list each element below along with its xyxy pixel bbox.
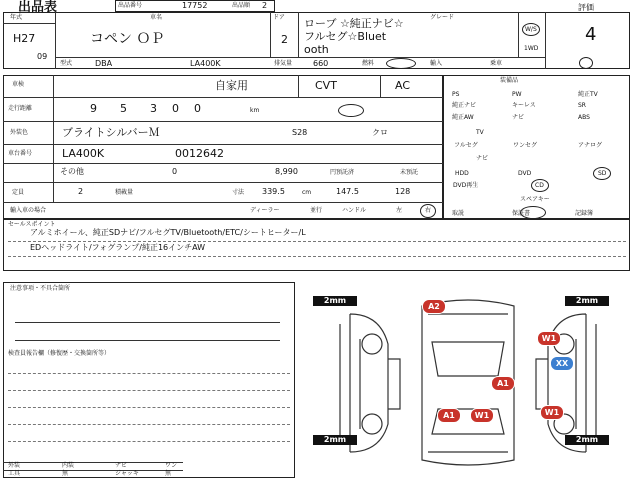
navi-label: ナビ (476, 155, 489, 162)
spare-item-3: 記録簿 (575, 210, 594, 217)
windshield (432, 342, 504, 376)
handle-val: 左 (396, 207, 403, 214)
footer-col-3: ナビ (115, 462, 128, 469)
scale-label-bl: 2mm (313, 435, 357, 445)
tv-item-2: ワンセグ (513, 142, 538, 149)
height: 128 (395, 187, 411, 196)
footer-val-1: 工具 (8, 470, 21, 477)
inspect-label: 検査員報告欄（修復歴・交換箇所等） (8, 350, 111, 357)
vehicle-doors: 2 (281, 33, 288, 46)
damage-mark-a1-rear: A1 (437, 408, 461, 423)
navi-item-3: SD (598, 170, 607, 177)
damage-mark-w1-right-front: W1 (537, 331, 561, 346)
grade-line-1: ローブ ☆純正ナビ☆ (304, 17, 404, 30)
car-damage-diagram (300, 284, 636, 480)
eval-score: 4 (585, 24, 597, 45)
damage-mark-w1-right-rear: W1 (540, 405, 564, 420)
ac: AC (395, 79, 411, 92)
label-seats-top: 乗車 (490, 60, 503, 67)
damage-mark-xx-right: XX (550, 356, 574, 371)
label-color: 外装色 (10, 129, 29, 136)
equipment-item: 純正AW (452, 114, 474, 121)
displacement: 660 (313, 59, 329, 68)
sales-label: セールスポイント (8, 221, 56, 228)
vehicle-era: H27 (13, 32, 36, 45)
equipment-item: PS (452, 91, 460, 98)
label-chassis: 車台番号 (8, 150, 33, 157)
mileage-d2: 5 (120, 102, 127, 115)
left-side-outline (340, 314, 388, 452)
scale-label-tr: 2mm (565, 296, 609, 306)
sales-line-1: アルミホイール、純正SDナビ/フルセグTV/Bluetooth/ETC/シートヒーター/L (30, 228, 306, 237)
equipment-item: キーレス (512, 102, 536, 109)
spare-item-1: 取説 (452, 210, 465, 217)
recycle-label: 未預託 (400, 169, 419, 176)
damage-mark-a2-front: A2 (422, 299, 446, 314)
spare-head: スペアキー (520, 196, 550, 203)
spare-circle (520, 206, 546, 219)
handle-label: ハンドル (342, 207, 367, 214)
unit-km: km (250, 107, 260, 114)
label-doors: ドア (273, 14, 285, 21)
tv-item-3: アナログ (578, 142, 603, 149)
label-import: 輸入 (430, 60, 443, 67)
footer-val-4: 無 (165, 470, 172, 477)
label-dim: 寸法 (232, 189, 245, 196)
grade-line-2: フルセグ☆Bluet (304, 30, 387, 43)
scale-label-tl: 2mm (313, 296, 357, 306)
sales-line-2: EDヘッドライト/フォグランプ/純正16インチAW (30, 243, 206, 252)
damage-mark-a1-right-door: A1 (491, 376, 515, 391)
lot-number: 17752 (182, 1, 208, 10)
equipment-item: SR (578, 102, 586, 109)
eval-label: 評価 (578, 3, 594, 12)
label-load: 積載量 (115, 189, 134, 196)
left-front-wheel (362, 334, 382, 354)
mileage-d1: 9 (90, 102, 97, 115)
mileage-d4: 0 (172, 102, 179, 115)
equipment-item: ABS (578, 114, 590, 121)
wd-label: 1WD (524, 45, 539, 52)
dealer: ディーラー (250, 207, 280, 214)
navi-item-2: DVD (518, 170, 532, 177)
mileage-d5: 0 (194, 102, 201, 115)
dvd-item-1: DVD再生 (453, 182, 479, 189)
grade-line-3: ooth (304, 43, 329, 56)
vehicle-name: コペン ＯＰ (90, 31, 165, 47)
footer-col-4: ワン (165, 462, 178, 469)
chassis-model: LA400K (62, 147, 105, 160)
notes-frame (3, 282, 295, 478)
notes-label: 注意事項・不具合箇所 (10, 285, 71, 292)
label-model: 型式 (60, 60, 73, 67)
label-fuel: 燃料 (362, 60, 375, 67)
equipment-item: 純正ナビ (452, 102, 477, 109)
eval-sub-circle (579, 57, 593, 69)
label-displacement: 排気量 (274, 60, 293, 67)
other-val: 0 (172, 167, 178, 176)
other-label: その他 (60, 167, 84, 176)
label-usage: 車検 (12, 81, 25, 88)
sheet-title: 出品表 (18, 0, 58, 15)
width: 147.5 (336, 187, 359, 196)
label-seats: 定員 (12, 189, 25, 196)
seq-number: 2 (262, 1, 268, 10)
label-name: 車名 (150, 14, 163, 21)
navi-item-1: HDD (455, 170, 469, 177)
footer-val-3: ジャッキ (115, 470, 139, 477)
fuel-circle (386, 58, 416, 69)
left-rear-wheel (362, 414, 382, 434)
equipment-item: 純正TV (578, 91, 598, 98)
model: LA400K (190, 59, 221, 68)
spare-item-2: 保証書 (512, 210, 531, 217)
equipment-head: 装備品 (500, 77, 519, 84)
seats: 2 (78, 187, 84, 196)
transmission: CVT (315, 79, 337, 92)
scale-label-br: 2mm (565, 435, 609, 445)
unit-cm-1: cm (302, 189, 312, 196)
damage-mark-w1-rear: W1 (470, 408, 494, 423)
vehicle-month: 09 (37, 52, 48, 61)
color-code: S28 (292, 128, 308, 137)
recycle-unit: 円預託済 (330, 169, 355, 176)
mileage-circle (338, 104, 364, 117)
footer-col-2: 内装 (62, 462, 75, 469)
handle-sel: 右 (425, 207, 432, 214)
chassis-no: 0012642 (175, 147, 224, 160)
footer-val-2: 無 (62, 470, 69, 477)
footer-col-1: 外装 (8, 462, 21, 469)
tv-label: TV (476, 129, 484, 136)
equipment-item: PW (512, 91, 522, 98)
interior: クロ (372, 128, 388, 137)
usage: 自家用 (215, 79, 248, 92)
label-year: 年式 (10, 14, 23, 21)
label-mileage: 走行距離 (8, 105, 33, 112)
import-label: 輸入車の場合 (10, 207, 47, 214)
model-prefix: DBA (95, 59, 113, 68)
length: 339.5 (262, 187, 285, 196)
ws-label: W/S (525, 26, 537, 33)
tv-item-1: フルセグ (454, 142, 478, 149)
recycle-amount: 8,990 (275, 167, 298, 176)
label-grade: グレード (430, 14, 455, 21)
lot-label: 出品番号 (118, 2, 143, 9)
color: ブライトシルバーＭ (62, 126, 160, 139)
parallel: 並行 (310, 207, 323, 214)
equipment-item: ナビ (512, 114, 525, 121)
dvd-item-2: CD (535, 182, 544, 189)
seq-label: 出品順 (232, 2, 251, 9)
mileage-d3: 3 (150, 102, 157, 115)
